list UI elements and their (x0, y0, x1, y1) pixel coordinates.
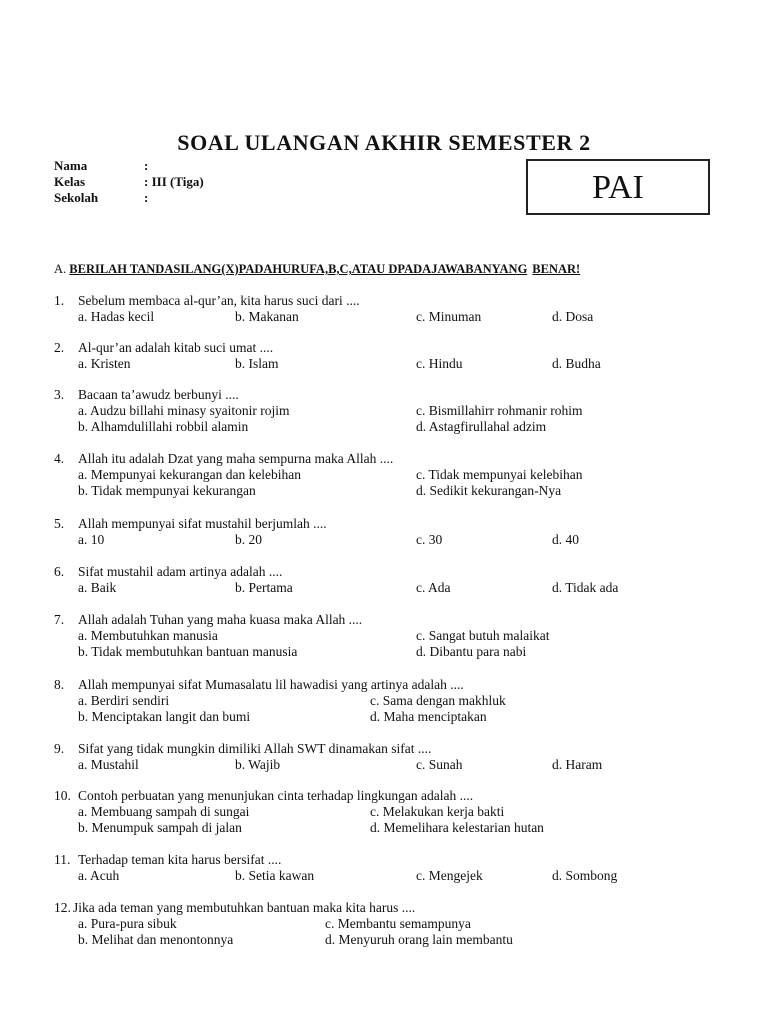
option-c: c. Minuman (416, 309, 482, 324)
question-item (54, 851, 754, 884)
field-kelas (54, 174, 204, 190)
question-item (54, 450, 754, 499)
question-number: 8. (54, 677, 65, 692)
question-text: Bacaan ta’awudz berbunyi .... (78, 387, 239, 402)
field-label: Kelas (54, 174, 86, 189)
option-b: b. Melihat dan menontonnya (78, 932, 234, 947)
option-b: b. Islam (235, 356, 279, 371)
question-text: Sifat mustahil adam artinya adalah .... (78, 564, 283, 579)
option-a: a. Acuh (78, 868, 120, 883)
question-number: 10. (54, 788, 71, 803)
option-d: d. Sedikit kekurangan-Nya (416, 483, 562, 498)
option-c: c. Sangat butuh malaikat (416, 628, 550, 643)
option-b: b. Pertama (235, 580, 293, 595)
question-text: Allah mempunyai sifat Mumasalatu lil hawadisi yang artinya adalah .... (78, 677, 464, 692)
question-text: Contoh perbuatan yang menunjukan cinta terhadap lingkungan adalah .... (78, 788, 474, 803)
option-c: c. Mengejek (416, 868, 483, 883)
option-d: d. Tidak ada (552, 580, 619, 595)
question-number: 3. (54, 387, 65, 402)
option-a: a. 10 (78, 532, 105, 547)
question-number: 5. (54, 516, 65, 531)
option-c: c. Tidak mempunyai kelebihan (416, 467, 583, 482)
option-c: c. Ada (416, 580, 451, 595)
subject-box: PAI (526, 159, 710, 215)
question-text: Sifat yang tidak mungkin dimiliki Allah SWT dinamakan sifat .... (78, 741, 432, 756)
question-number: 11. (54, 852, 71, 867)
question-item (54, 676, 754, 725)
instruction-end: BENAR! (532, 262, 581, 276)
question-number: 4. (54, 451, 65, 466)
option-a: a. Kristen (78, 356, 131, 371)
question-item (54, 899, 754, 948)
option-b: b. Tidak membutuhkan bantuan manusia (78, 644, 298, 659)
option-d: d. Sombong (552, 868, 618, 883)
option-d: d. Maha menciptakan (370, 709, 487, 724)
question-number: 7. (54, 612, 65, 627)
option-c: c. Membantu semampunya (325, 916, 471, 931)
question-item (54, 386, 754, 435)
option-d: d. Dibantu para nabi (416, 644, 527, 659)
question-text: Allah mempunyai sifat mustahil berjumlah .... (78, 516, 327, 531)
option-b: b. Setia kawan (235, 868, 315, 883)
option-d: d. 40 (552, 532, 579, 547)
option-c: c. Sama dengan makhluk (370, 693, 506, 708)
option-d: d. Dosa (552, 309, 594, 324)
question-number: 6. (54, 564, 65, 579)
option-b: b. Wajib (235, 757, 281, 772)
option-a: a. Baik (78, 580, 117, 595)
option-a: a. Hadas kecil (78, 309, 155, 324)
question-number: 2. (54, 340, 65, 355)
option-c: c. Bismillahirr rohmanir rohim (416, 403, 583, 418)
field-sekolah (54, 190, 204, 206)
option-a: a. Berdiri sendiri (78, 693, 170, 708)
option-c: c. Sunah (416, 757, 463, 772)
option-d: d. Haram (552, 757, 603, 772)
section-letter: A. (54, 262, 67, 276)
option-b: b. Tidak mempunyai kekurangan (78, 483, 256, 498)
option-a: a. Membuang sampah di sungai (78, 804, 250, 819)
option-b: b. 20 (235, 532, 262, 547)
question-item (54, 515, 754, 548)
field-value: : (144, 158, 149, 173)
instruction-text: BERILAH TANDASILANG(X)PADAHURUFA,B,C,ATAU DPADAJAWABANYANG (69, 262, 528, 276)
question-text: Al-qur’an adalah kitab suci umat .... (78, 340, 274, 355)
option-a: a. Mustahil (78, 757, 139, 772)
option-b: b. Makanan (235, 309, 299, 324)
field-label: Sekolah (54, 190, 99, 205)
option-a: a. Mempunyai kekurangan dan kelebihan (78, 467, 302, 482)
option-b: b. Menumpuk sampah di jalan (78, 820, 242, 835)
question-number: 12. (54, 900, 71, 915)
option-a: a. Audzu billahi minasy syaitonir rojim (78, 403, 290, 418)
option-d: d. Astagfirullahal adzim (416, 419, 547, 434)
option-b: b. Menciptakan langit dan bumi (78, 709, 251, 724)
question-number: 1. (54, 293, 65, 308)
question-number: 9. (54, 741, 65, 756)
option-a: a. Membutuhkan manusia (78, 628, 218, 643)
question-text: Terhadap teman kita harus bersifat .... (78, 852, 282, 867)
question-item (54, 292, 754, 325)
question-item (54, 563, 754, 596)
question-text: Sebelum membaca al-qur’an, kita harus suci dari .... (78, 293, 360, 308)
option-c: c. Melakukan kerja bakti (370, 804, 505, 819)
field-label: Nama (54, 158, 88, 173)
field-value: : (144, 190, 149, 205)
question-text: Allah itu adalah Dzat yang maha sempurna maka Allah .... (78, 451, 394, 466)
option-d: d. Memelihara kelestarian hutan (370, 820, 544, 835)
student-identity-fields (54, 158, 204, 206)
page-title: SOAL ULANGAN AKHIR SEMESTER 2 (177, 130, 591, 155)
section-instruction (54, 262, 580, 277)
question-item (54, 339, 754, 372)
option-a: a. Pura-pura sibuk (78, 916, 177, 931)
field-nama (54, 158, 204, 174)
option-c: c. Hindu (416, 356, 463, 371)
question-item (54, 740, 754, 773)
field-value: : III (Tiga) (144, 174, 204, 189)
option-c: c. 30 (416, 532, 443, 547)
question-item (54, 611, 754, 660)
option-d: d. Menyuruh orang lain membantu (325, 932, 513, 947)
option-d: d. Budha (552, 356, 601, 371)
question-item (54, 787, 754, 836)
option-b: b. Alhamdulillahi robbil alamin (78, 419, 249, 434)
question-text: Jika ada teman yang membutuhkan bantuan maka kita harus .... (73, 900, 416, 915)
question-text: Allah adalah Tuhan yang maha kuasa maka Allah .... (78, 612, 363, 627)
